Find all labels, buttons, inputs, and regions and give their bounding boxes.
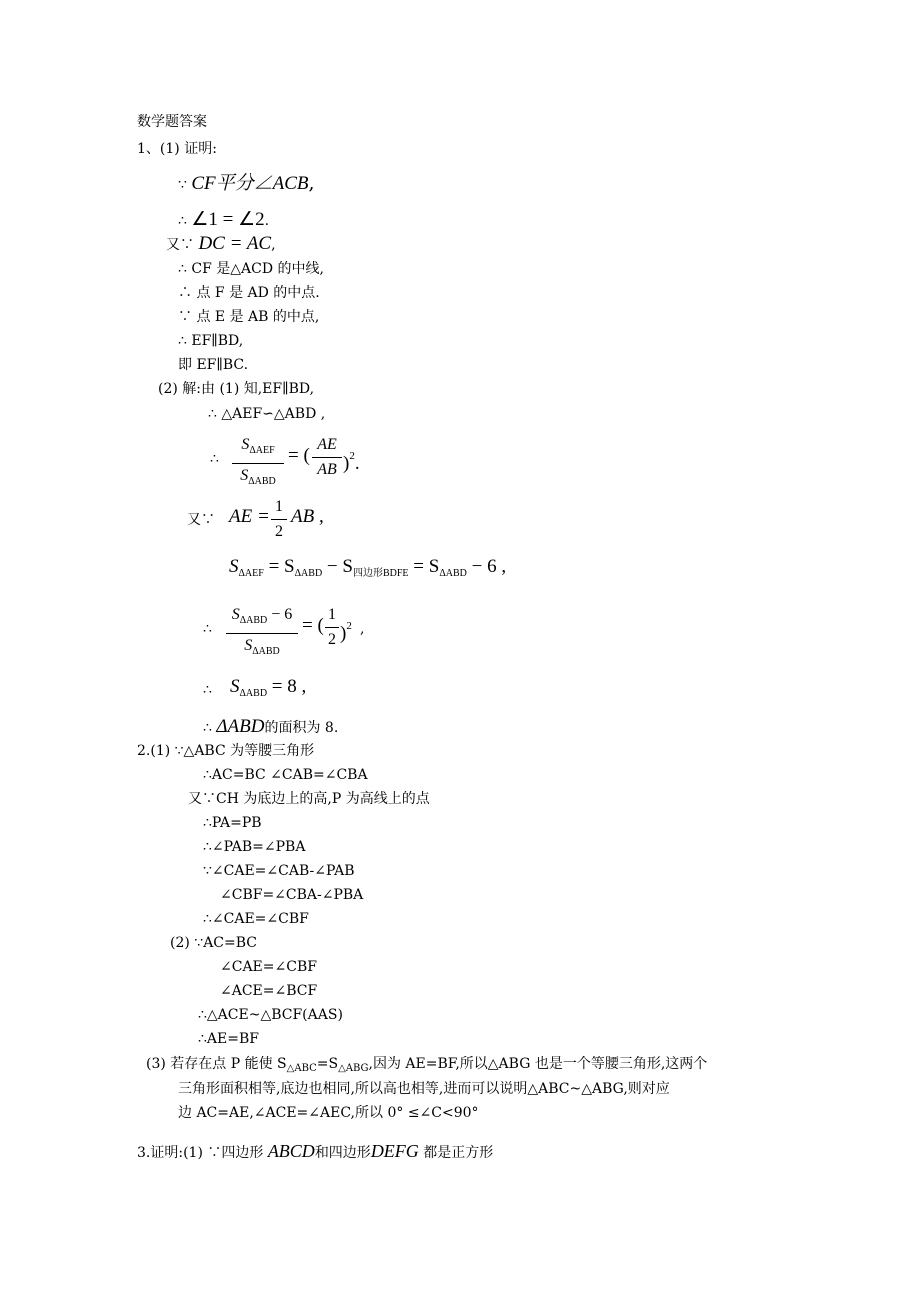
q2-line6: ∠CBF=∠CBA-∠PBA [220, 887, 364, 903]
q2-part3-line2: 三角形面积相等,底边也相同,所以高也相等,进而可以说明△ABC~△ABG,则对应 [178, 1081, 670, 1097]
q3-line: 3.证明:(1) ∵四边形 ABCD和四边形DEFG 都是正方形 [137, 1141, 494, 1161]
q2-part2-line1: ∠CAE=∠CBF [220, 959, 317, 975]
q1-part2-label: (2) 解:由 (1) 知,EF∥BD, [158, 381, 315, 397]
q1-line6: ∵ 点 E 是 AB 的中点, [178, 309, 320, 325]
q2-line5: ∵∠CAE=∠CAB-∠PAB [203, 863, 355, 879]
q1-line5: ∴ 点 F 是 AD 的中点. [178, 285, 320, 301]
area-fraction: $S_{\Delta AEF}$ $S_{\Delta ABD}$ [232, 434, 284, 493]
q2-label: 2.(1) ∵△ABC 为等腰三角形 [137, 743, 315, 759]
page-title: 数学题答案 [137, 114, 207, 130]
q1-line2: ∴ ∠1 = ∠2. [178, 209, 270, 230]
q2-part2-line4: ∴AE=BF [198, 1031, 259, 1047]
q2-line1: ∴AC=BC ∠CAB=∠CBA [203, 767, 368, 783]
q2-part3-line1: (3) 若存在点 P 能使 $S_{\triangle ABC}=S_{\triangle ABG}$,因为 AE=BF,所以△ABG 也是一个等腰三角形,这两个 [146, 1056, 708, 1074]
half-fraction: 1 2 [271, 496, 287, 543]
q2-line7: ∴∠CAE=∠CBF [203, 911, 309, 927]
document-page: 数学题答案 1、(1) 证明: ∵ CF平分∠ACB, ∴ ∠1 = ∠2. 又∵ DC = AC, ∴ CF 是△ACD 的中线, ∴ 点 F 是 AD 的中点. ∵ 点 E 是 AB 的中点, ∴ EF∥BD, 即 EF∥BC. (2) 解:由 (1) 知,EF∥BD, ∴ △AEF∽△ABD , ∴ $S_{\Delta AEF}$ $S_{\Delta ABD}$ = ( AE AB )$^2$. 又∵ AE = 1 2 AB , $S_{\Delta AEF} = S_{\Delta ABD} - S_{四边形BDFE} = S_{\Delta ABD} - 6$ , ∴ $S_{\Delta ABD} - 6$ $S_{\Delta ABD}$ = ( 1 2 )$^2$ , ∴ $S_{\Delta ABD} = 8$ , ∴ ΔABD的面积为 8. 2.(1) ∵△ABC 为等腰三角形 ∴AC=BC ∠CAB=∠CBA 又∵CH 为底边上的高,P 为高线上的点 ∴PA=PB ∴∠PAB=∠PBA ∵∠CAE=∠CAB-∠PAB ∠CBF=∠CBA-∠PBA ∴∠CAE=∠CBF (2) ∵AC=BC ∠CAE=∠CBF ∠ACE=∠BCF ∴△ACE~△BCF(AAS) ∴AE=BF (3) 若存在点 P 能使 $S_{\triangle ABC}=S_{\triangle ABG}$,因为 AE=BF,所以△ABG 也是一个等腰三角形,这两个 三角形面积相等,底边也相同,所以高也相等,进而可以说明△ABC~△ABG,则对应 边 AC=AE,∠ACE=∠AEC,所以 0° ≤∠C<90° 3.证明:(1) ∵四边形 ABCD和四边形DEFG 都是正方形 [137, 114, 708, 1161]
q1-line4: ∴ CF 是△ACD 的中线, [178, 261, 324, 277]
q2-part2-line3: ∴△ACE~△BCF(AAS) [198, 1007, 343, 1023]
q2-line4: ∴∠PAB=∠PBA [203, 839, 306, 855]
q2-part2-line2: ∠ACE=∠BCF [220, 983, 318, 999]
side-fraction: AE AB [312, 434, 342, 481]
q1-line7: ∴ EF∥BD, [178, 333, 244, 349]
q2-line2: 又∵CH 为底边上的高,P 为高线上的点 [188, 791, 430, 807]
q1-line1: ∵ CF平分∠ACB, [178, 172, 315, 194]
q1-line8: 即 EF∥BC. [178, 357, 249, 373]
q2-part3-line3: 边 AC=AE,∠ACE=∠AEC,所以 0° ≤∠C<90° [178, 1105, 479, 1121]
area-minus-six-fraction: $S_{\Delta ABD} - 6$ $S_{\Delta ABD}$ [226, 604, 298, 663]
q1-line3: 又∵ DC = AC, [166, 233, 276, 254]
half-fraction-2: 1 2 [325, 604, 339, 651]
q1-label: 1、(1) 证明: [137, 141, 217, 157]
q1-conclusion: ∴ ΔABD的面积为 8. [203, 716, 339, 737]
q2-line3: ∴PA=PB [203, 815, 262, 831]
area-subtraction-equation: $S_{\Delta AEF} = S_{\Delta ABD} - S_{四边形BDFE} = S_{\Delta ABD} - 6$ , [229, 556, 507, 579]
q2-part2-label: (2) ∵AC=BC [170, 935, 258, 951]
q1-part2-line1: ∴ △AEF∽△ABD , [208, 406, 326, 422]
